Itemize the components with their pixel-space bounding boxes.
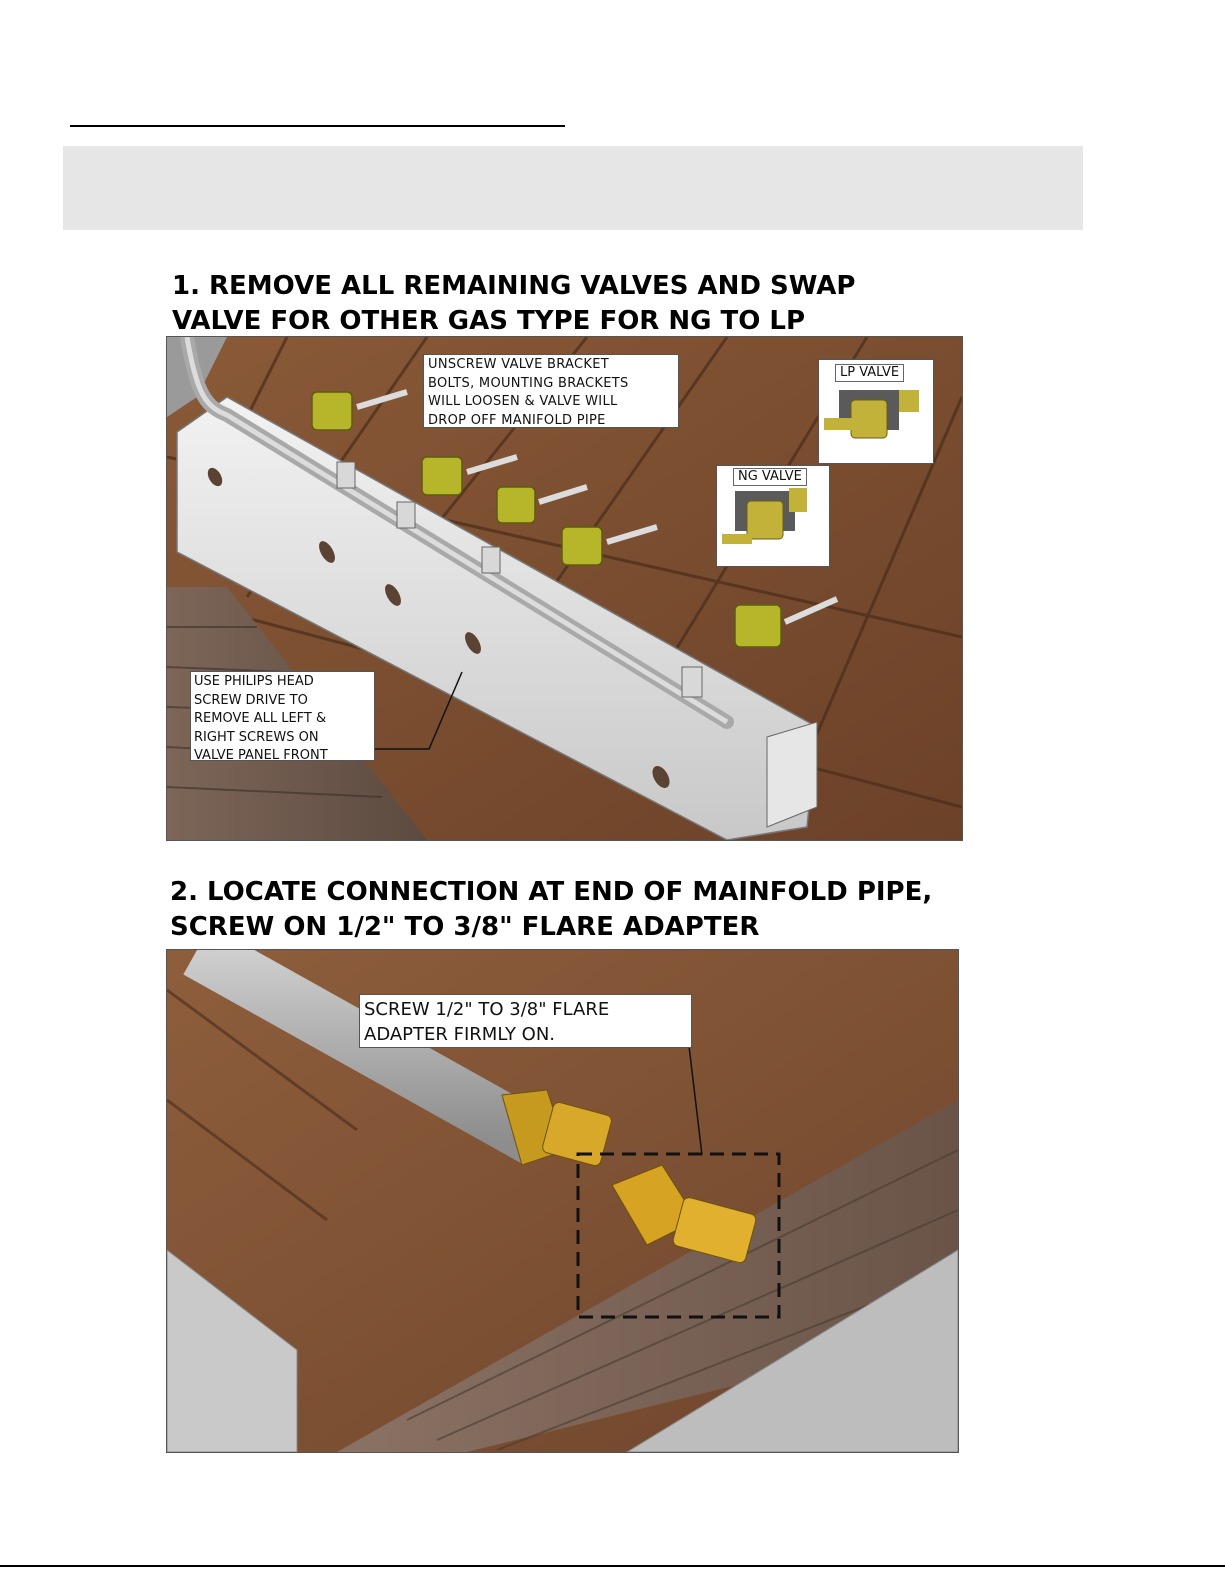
step-2-heading: 2. LOCATE CONNECTION AT END OF MAINFOLD PIPE, SCREW ON 1/2" TO 3/8" FLARE ADAPTER <box>170 877 933 942</box>
flare-adapter-callout: SCREW 1/2" TO 3/8" FLARE ADAPTER FIRMLY ON. <box>359 994 692 1048</box>
ng-valve-label: NG VALVE <box>733 468 807 486</box>
step-1-illustration <box>166 336 963 841</box>
philips-screwdriver-callout: USE PHILIPS HEAD SCREW DRIVE TO REMOVE ALL LEFT & RIGHT SCREWS ON VALVE PANEL FRONT <box>190 671 375 761</box>
bottom-rule <box>0 1565 1225 1567</box>
lp-valve-inset <box>818 359 934 464</box>
unscrew-bracket-callout: UNSCREW VALVE BRACKET BOLTS, MOUNTING BRACKETS WILL LOOSEN & VALVE WILL DROP OFF MANIFOLD PIPE <box>423 354 679 428</box>
top-rule <box>70 125 565 127</box>
section-banner <box>63 146 1083 230</box>
step-1-heading: 1. REMOVE ALL REMAINING VALVES AND SWAP VALVE FOR OTHER GAS TYPE FOR NG TO LP <box>172 271 856 336</box>
lp-valve-label: LP VALVE <box>835 364 904 382</box>
ng-valve-inset <box>716 465 830 567</box>
step-2-illustration <box>166 949 959 1453</box>
